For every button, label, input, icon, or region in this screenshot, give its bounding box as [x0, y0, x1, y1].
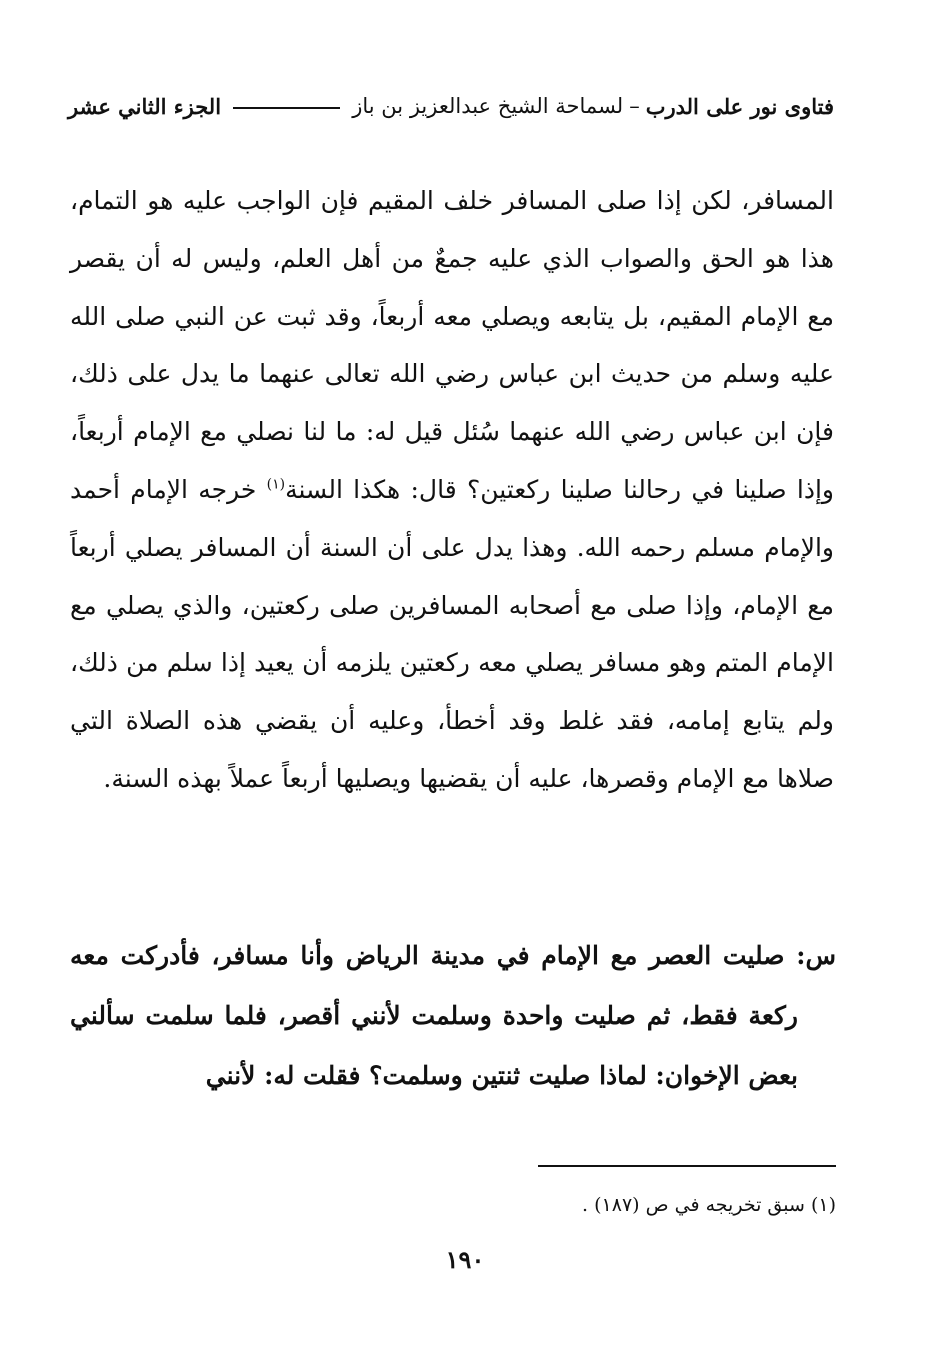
answer-paragraph — [70, 172, 834, 808]
main-body-text — [70, 172, 834, 808]
book-title: فتاوى نور على الدرب — [645, 93, 834, 119]
answer-text-part-2: خرجه الإمام أحمد والإمام مسلم رحمه الله. وهذا يدل على أن السنة أن المسافر يصلي أربعاً مع الإمام، وإذا صلى مع أصحابه المسافرين صلى ركعتين، والذي يصلي مع الإمام المتم وهو مسافر يصلي معه ركعتين يلزمه أن يعيد إذا سلم من ذلك، ولم يتابع إمامه، فقد غلط وقد أخطأ، وعليه أن يقضي هذه الصلاة التي صلاها مع الإمام وقصرها، عليه أن يقضيها ويصليها أربعاً عملاً بهذه السنة. — [70, 474, 834, 793]
footnote-divider — [538, 1165, 836, 1167]
question-text: صليت العصر مع الإمام في مدينة الرياض وأنا مسافر، فأدركت معه ركعة فقط، ثم صليت واحدة وسلمت لأنني أقصر، فلما سلمت سألني بعض الإخوان: لماذا صليت ثنتين وسلمت؟ فقلت له: لأنني — [70, 941, 798, 1090]
question-prefix: س: — [784, 941, 837, 970]
question-paragraph — [70, 926, 836, 1106]
page-number: ١٩٠ — [445, 1245, 485, 1274]
volume-label: الجزء الثاني عشر — [68, 93, 222, 119]
header-separator: – — [629, 94, 640, 118]
footnote-marker: (١) — [266, 476, 286, 493]
running-header — [68, 86, 834, 126]
header-rule — [233, 107, 340, 109]
author-line: لسماحة الشيخ عبدالعزيز بن باز — [352, 94, 624, 118]
footnote: (١) سبق تخريجه في ص (١٨٧) . — [582, 1194, 836, 1216]
answer-text-part-1: المسافر، لكن إذا صلى المسافر خلف المقيم فإن الواجب عليه هو التمام، هذا هو الحق والصواب الذي عليه جمعٌ من أهل العلم، وليس له أن يقصر مع الإمام المقيم، بل يتابعه ويصلي معه أربعاً، وقد ثبت عن النبي صلى الله عليه وسلم من حديث ابن عباس رضي الله تعالى عنهما ما يدل على ذلك، فإن ابن عباس رضي الله عنهما سُئل قيل له: ما لنا نصلي مع الإمام أربعاً، وإذا صلينا في رحالنا صلينا ركعتين؟ قال: هكذا السنة — [70, 186, 834, 504]
